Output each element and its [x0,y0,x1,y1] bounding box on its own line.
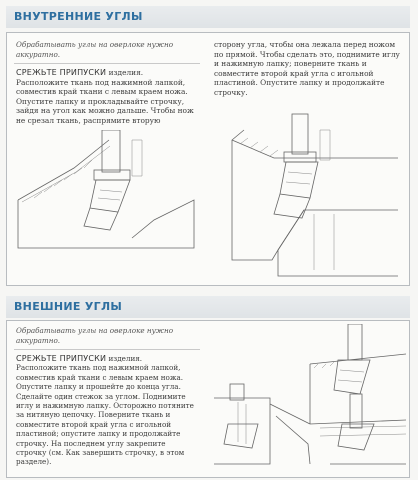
divider [14,63,200,64]
section-header-inner-corners [6,6,410,28]
outer-corner-illustration [210,324,408,474]
instruction-paragraph [16,354,198,467]
lead-rest: изделия. [106,354,143,363]
section-title: ВНЕШНИЕ УГЛЫ [14,300,123,313]
instruction-paragraph [16,68,202,126]
divider [14,349,200,350]
instruction-text: Расположите ткань под нажимной лапкой, совместив край ткани с левым краем ножа. Опустите лапку и прокладывайте строчку, зайдя на угол как можно дальше. Чтобы нож не срезал ткань, распрямите вторую [16,77,194,125]
section-title: ВНУТРЕННИЕ УГЛЫ [14,10,143,23]
lead-heading: СРЕЖЬТЕ ПРИПУСКИ [16,68,107,77]
lead-rest: изделия. [106,68,144,77]
inner-corner-illustration [14,130,199,255]
turned-corner-illustration [214,110,404,280]
instruction-paragraph-continued: сторону угла, чтобы она лежала перед ножом по прямой. Чтобы сделать это, поднимите иглу и нажимную лапку; поверните ткань и совместите второй край угла с игольной пластиной. Опустите лапку и продолжайте строчку. [214,40,400,97]
instruction-text: Расположите ткань под нажимной лапкой, совместив край ткани с левым краем ножа. Опустите лапку и прошейте до конца угла. Сделайте один стежок за углом. Поднимите иглу и нажимную лапку. Осторожно потяните за нитяную цепочку. Поверните ткань и совместите второй край угла с игольной пластиной; опустите лапку и продолжайте строчку. На последнем углу закрепите строчку (см. Как завершить строчку, в этом разделе). [16,363,194,467]
note-text: Обрабатывать углы на оверлоке нужно аккуратно. [16,326,174,345]
section-header-outer-corners [6,296,410,318]
lead-heading: СРЕЖЬТЕ ПРИПУСКИ [16,354,107,363]
note-text: Обрабатывать углы на оверлоке нужно аккуратно. [16,40,174,59]
